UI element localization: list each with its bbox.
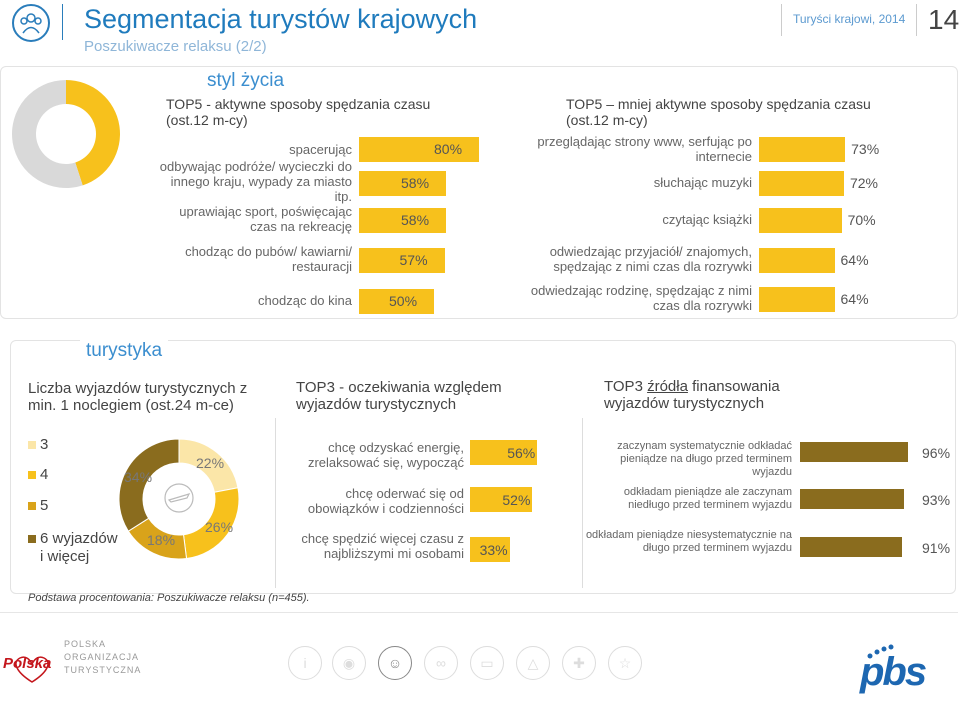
bar-label: uprawiając sport, poświęcając czas na rekreację (179, 204, 352, 234)
bar (759, 171, 844, 196)
bar-label: chcę spędzić więcej czasu z najbliższymi mi osobami (301, 531, 464, 561)
bar (759, 287, 835, 312)
bar-label: słuchając muzyki (653, 175, 752, 190)
bar-value-label: 50% (389, 293, 418, 309)
location-icon[interactable]: ◉ (332, 646, 366, 680)
plane-icon (163, 482, 195, 519)
pot-logo-text: Polska (3, 655, 52, 672)
bar-label: chodząc do pubów/ kawiarni/ restauracji (185, 244, 352, 274)
glasses-icon[interactable]: ∞ (424, 646, 458, 680)
header-divider-3 (916, 4, 917, 36)
ticket-icon[interactable]: ▭ (470, 646, 504, 680)
bar-value-label: 33% (479, 542, 508, 558)
segment-people-icon (12, 4, 50, 42)
bar-label: odwiedzając rodzinę, spędzając z nimi czas dla rozrywki (530, 283, 752, 313)
bar-value-label: 70% (847, 212, 876, 228)
bar-label: przeglądając strony www, serfując po internecie (537, 134, 752, 164)
expectations-heading: TOP3 - oczekiwania względem wyjazdów turystycznych (296, 379, 502, 413)
bar-label: odwiedzając przyjaciół/ znajomych, spędzając z nimi czas dla rozrywki (549, 244, 752, 274)
bar-label: chcę oderwać się od obowiązków i codzienności (307, 486, 464, 516)
less-active-ways-heading: TOP5 – mniej aktywne sposoby spędzania czasu (ost.12 m-cy) (566, 96, 871, 128)
people-icon[interactable]: ☺ (378, 646, 412, 680)
trips-count-heading: Liczba wyjazdów turystycznych z min. 1 noclegiem (ost.24 m-ce) (28, 380, 248, 414)
bar (800, 442, 908, 462)
bar-value-label: 73% (851, 141, 880, 157)
bar (759, 208, 842, 233)
financing-heading: TOP3 źródła finansowania wyjazdów turystycznych (604, 378, 780, 412)
info-icon[interactable]: i (288, 646, 322, 680)
bar-value-label: 57% (399, 252, 428, 268)
bar-label: zaczynam systematycznie odkładać pieniądze na długo przed terminem wyjazdu (617, 440, 792, 478)
legend-label: 4 (40, 466, 49, 483)
donut-value-label: 34% (124, 469, 153, 485)
section-title-lifestyle: styl życia (207, 70, 285, 91)
legend-swatch (28, 502, 36, 510)
bar-value-label: 58% (401, 212, 430, 228)
pbs-logo: pbs (860, 650, 926, 694)
page-number: 14 (928, 4, 960, 35)
bar-label: odkładam pieniądze niesystematycznie na długo przed terminem wyjazdu (585, 529, 792, 554)
bar-value-label: 91% (922, 540, 951, 556)
bar-value-label: 64% (840, 252, 869, 268)
footer-divider (0, 612, 958, 613)
donut-value-label: 26% (205, 519, 234, 535)
bar-value-label: 80% (434, 141, 463, 157)
header-divider (62, 4, 63, 40)
legend-label: 3 (40, 436, 49, 453)
bar-label: spacerując (289, 142, 352, 157)
legend-label: 5 (40, 497, 49, 514)
divider-2 (582, 418, 583, 588)
bar (759, 248, 835, 273)
legend-swatch (28, 471, 36, 479)
active-ways-heading: TOP5 - aktywne sposoby spędzania czasu (ost.12 m-cy) (166, 96, 431, 128)
bar-value-label: 72% (849, 175, 878, 191)
header-divider-2 (781, 4, 782, 36)
bar (759, 137, 845, 162)
bar-label: odkładam pieniądze ale zaczynam niedługo przed terminem wyjazdu (623, 486, 792, 511)
section-title-tourism: turystyka (80, 340, 168, 362)
report-edition: Turyści krajowi, 2014 (793, 12, 906, 26)
beach-umbrella-icon (50, 114, 84, 153)
bar-label: chodząc do kina (258, 293, 352, 308)
bar-value-label: 58% (401, 175, 430, 191)
bar-value-label: 52% (502, 492, 531, 508)
legend-swatch (28, 441, 36, 449)
tent-icon[interactable]: △ (516, 646, 550, 680)
bar-value-label: 96% (922, 445, 951, 461)
legend-swatch (28, 535, 36, 543)
bar-label: odbywając podróże/ wycieczki do innego kraju, wypady za miasto itp. (159, 159, 352, 204)
donut-value-label: 22% (196, 455, 225, 471)
page-subtitle: Poszukiwacze relaksu (2/2) (84, 38, 267, 55)
bar-label: chcę odzyskać energię, zrelaksować się, wypocząć (307, 440, 464, 470)
pot-name: POLSKA ORGANIZACJA TURYSTYCZNA (64, 639, 142, 675)
bar (800, 489, 904, 509)
base-note: Podstawa procentowania: Poszukiwacze relaksu (n=455). (28, 592, 310, 604)
divider-1 (275, 418, 276, 588)
legend-label: 6 wyjazdów i więcej (40, 530, 118, 565)
bar-value-label: 64% (840, 291, 869, 307)
page-title: Segmentacja turystów krajowych (84, 4, 478, 34)
bar-value-label: 93% (922, 492, 951, 508)
bar (800, 537, 902, 557)
gift-icon[interactable]: ✚ (562, 646, 596, 680)
bar-label: czytając książki (662, 212, 752, 227)
donut-value-label: 18% (147, 532, 176, 548)
bar-value-label: 56% (507, 445, 536, 461)
star-icon[interactable]: ☆ (608, 646, 642, 680)
